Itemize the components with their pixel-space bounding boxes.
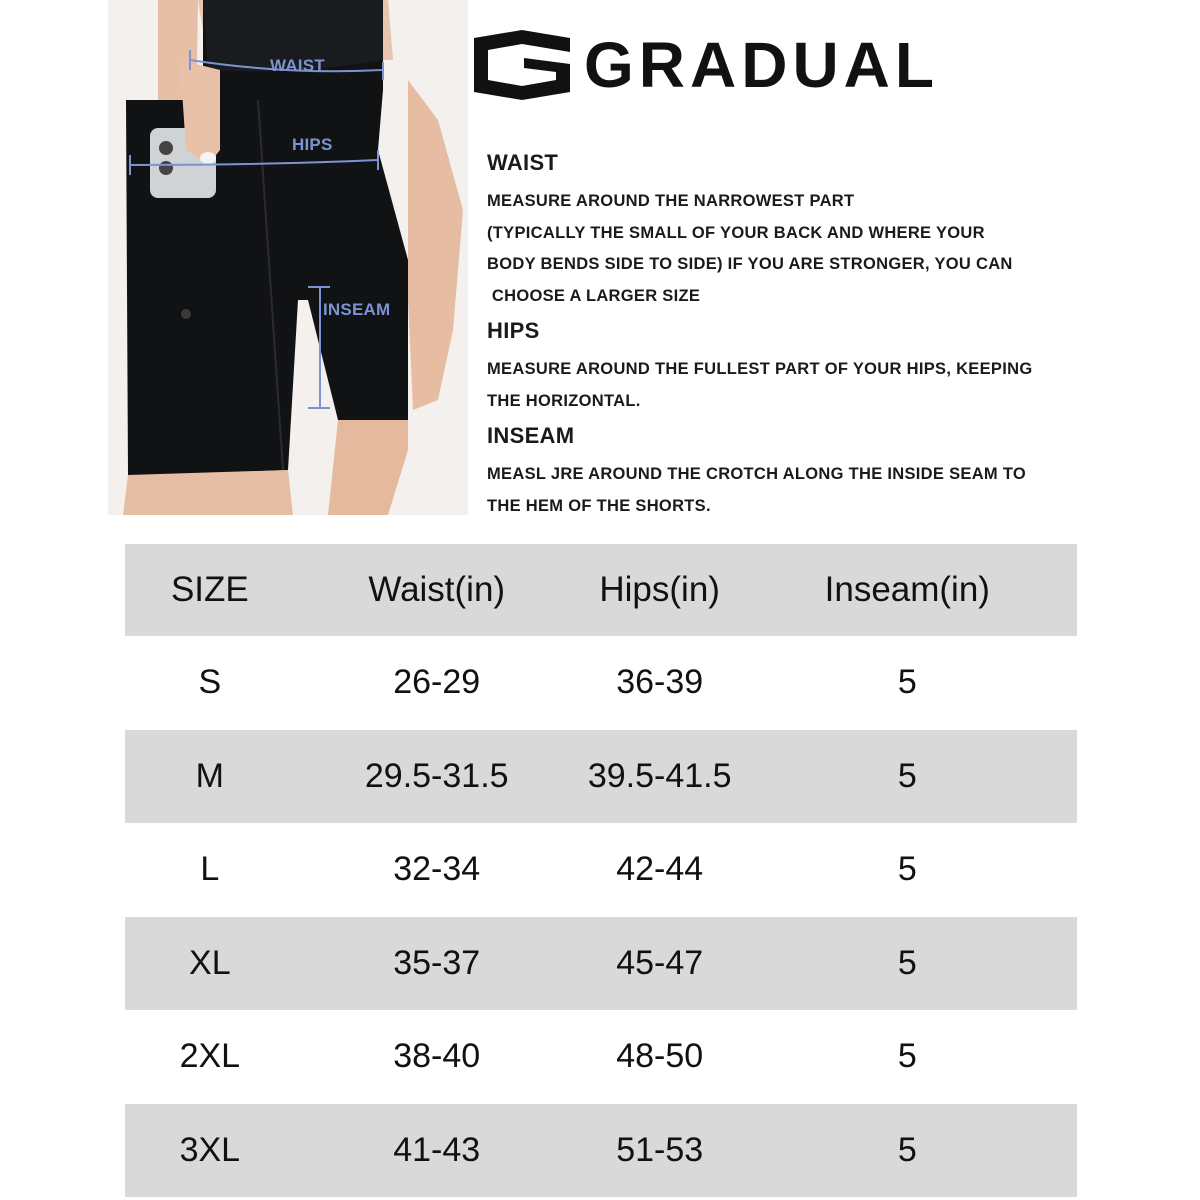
gradual-g-logo-icon [474, 30, 570, 100]
size-cell: 3XL [179, 1130, 241, 1169]
table-row [125, 1010, 1077, 1104]
size-cell: XL [189, 943, 231, 982]
inseam-cell: 5 [897, 756, 917, 795]
brand-name: GRADUAL [584, 29, 939, 101]
waist-description [487, 186, 1087, 312]
inseam-label: INSEAM [323, 300, 391, 319]
size-cell: L [200, 850, 220, 889]
hips-heading: HIPS [487, 318, 540, 343]
header-size: SIZE [170, 570, 249, 609]
hips-cell: 48-50 [616, 1037, 704, 1076]
inseam-cell: 5 [897, 850, 917, 889]
size-cell: M [195, 756, 224, 795]
waist-line: (TYPICALLY THE SMALL OF YOUR BACK AND WHERE YOUR [487, 223, 985, 242]
header-inseam: Inseam(in) [824, 570, 990, 609]
table-row [125, 730, 1077, 824]
waist-line: MEASURE AROUND THE NARROWEST PART [487, 192, 855, 210]
hips-label: HIPS [292, 135, 333, 154]
waist-cell: 29.5-31.5 [364, 756, 509, 795]
hips-line: MEASURE AROUND THE FULLEST PART OF YOUR HIPS, KEEPING [487, 360, 1033, 378]
table-row [125, 636, 1077, 730]
table-row [125, 917, 1077, 1011]
hips-cell: 51-53 [616, 1130, 704, 1169]
waist-line: CHOOSE A LARGER SIZE [487, 286, 701, 305]
hips-cell: 39.5-41.5 [587, 756, 732, 795]
inseam-line: THE HEM OF THE SHORTS. [487, 496, 711, 515]
waist-cell: 35-37 [393, 943, 481, 982]
shorts-model-illustration [108, 0, 468, 515]
header-hips: Hips(in) [599, 570, 720, 609]
waist-cell: 32-34 [393, 850, 481, 889]
brand-logo [474, 28, 939, 102]
hips-line: THE HORIZONTAL. [487, 391, 641, 410]
inseam-description [487, 459, 1087, 522]
header-waist: Waist(in) [368, 570, 506, 609]
inseam-heading: INSEAM [487, 423, 575, 448]
inseam-line: MEASL JRE AROUND THE CROTCH ALONG THE INSIDE SEAM TO [487, 465, 1027, 483]
inseam-cell: 5 [897, 1037, 917, 1076]
waist-heading: WAIST [487, 150, 559, 175]
waist-label: WAIST [270, 56, 325, 75]
waist-cell: 41-43 [393, 1130, 481, 1169]
waist-line: BODY BENDS SIDE TO SIDE) IF YOU ARE STRONGER, YOU CAN [487, 255, 1013, 273]
hips-cell: 42-44 [616, 850, 704, 889]
size-cell: 2XL [179, 1037, 241, 1076]
table-row [125, 823, 1077, 917]
size-table [125, 544, 1077, 1197]
inseam-cell: 5 [897, 663, 917, 702]
hips-cell: 45-47 [616, 943, 704, 982]
waist-cell: 26-29 [393, 663, 481, 702]
hips-cell: 36-39 [616, 663, 704, 702]
inseam-cell: 5 [897, 943, 917, 982]
waist-cell: 38-40 [393, 1037, 481, 1076]
table-header-row [125, 544, 1077, 636]
table-row [125, 1104, 1077, 1198]
inseam-cell: 5 [897, 1130, 917, 1169]
size-cell: S [198, 663, 222, 702]
hips-description [487, 354, 1087, 417]
product-photo [108, 0, 468, 515]
